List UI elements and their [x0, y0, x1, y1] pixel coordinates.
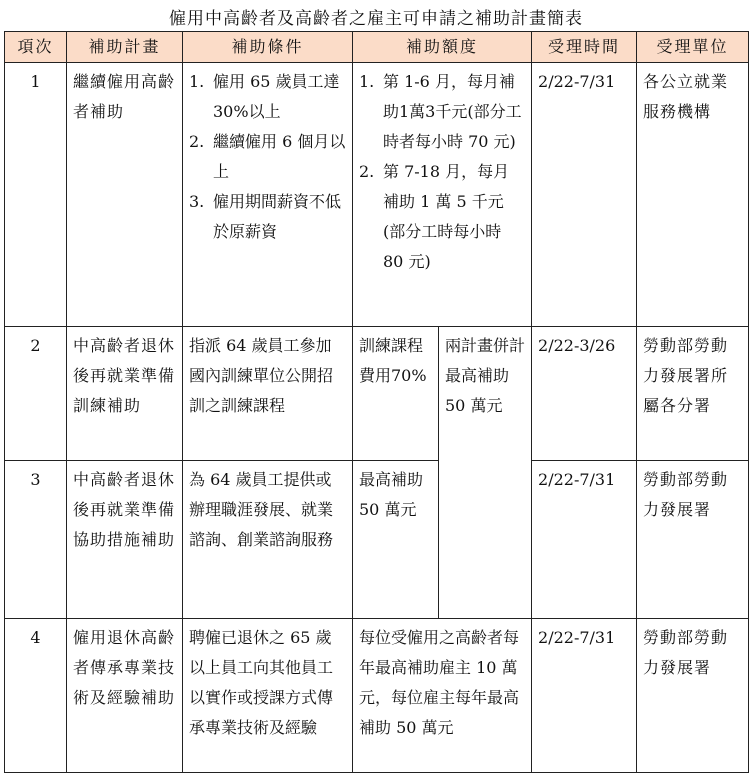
row-period: 2/22-3/26 [532, 327, 637, 461]
row-no: 1 [5, 63, 67, 327]
row-period: 2/22-7/31 [532, 63, 637, 327]
row-period: 2/22-7/31 [532, 619, 637, 773]
header-no: 項次 [5, 32, 67, 63]
row-unit: 勞動部勞動力發展署 [637, 461, 749, 619]
row-amount [353, 63, 532, 327]
row-plan: 中高齡者退休後再就業準備訓練補助 [67, 327, 183, 461]
row-no: 3 [5, 461, 67, 619]
table-row [5, 619, 749, 773]
amount-item: 1. 第 1-6 月，每月補助1萬3千元(部分工時者每小時 70 元) [359, 72, 522, 151]
condition-item: 2. 繼續僱用 6 個月以上 [189, 132, 346, 181]
page-title: 僱用中高齡者及高齡者之雇主可申請之補助計畫簡表 [169, 9, 583, 29]
header-plan: 補助計畫 [67, 32, 183, 63]
header-amount: 補助額度 [353, 32, 532, 63]
table-row [5, 461, 749, 619]
row-unit: 各公立就業服務機構 [637, 63, 749, 327]
row-conditions: 聘僱已退休之 65 歲以上員工向其他員工以實作或授課方式傳承專業技術及經驗 [183, 619, 353, 773]
row-conditions [183, 63, 353, 327]
header-conditions: 補助條件 [183, 32, 353, 63]
table-row [5, 327, 749, 461]
row-amount: 訓練課程費用70% [353, 327, 439, 461]
row-unit: 勞動部勞動力發展署 [637, 619, 749, 773]
row-amount: 每位受僱用之高齡者每年最高補助雇主 10 萬元，每位雇主每年最高補助 50 萬元 [353, 619, 532, 773]
condition-item: 1. 僱用 65 歲員工達 30%以上 [189, 72, 340, 121]
row-amount: 最高補助 50 萬元 [353, 461, 439, 619]
header-unit: 受理單位 [637, 32, 749, 63]
subsidy-table [4, 31, 749, 773]
amount-item: 2. 第 7-18 月，每月補助 1 萬 5 千元(部分工時每小時 80 元) [359, 162, 510, 271]
row-conditions: 為 64 歲員工提供或辦理職涯發展、就業諮詢、創業諮詢服務 [183, 461, 353, 619]
row-plan: 中高齡者退休後再就業準備協助措施補助 [67, 461, 183, 619]
row-conditions: 指派 64 歲員工參加國內訓練單位公開招訓之訓練課程 [183, 327, 353, 461]
condition-item: 3. 僱用期間薪資不低於原薪資 [189, 192, 342, 241]
row-unit: 勞動部勞動力發展署所屬各分署 [637, 327, 749, 461]
header-row [5, 32, 749, 63]
row-period: 2/22-7/31 [532, 461, 637, 619]
row-no: 2 [5, 327, 67, 461]
row-plan: 僱用退休高齡者傳承專業技術及經驗補助 [67, 619, 183, 773]
table-row [5, 63, 749, 327]
combined-amount: 兩計畫併計最高補助 50 萬元 [439, 327, 532, 619]
row-no: 4 [5, 619, 67, 773]
header-period: 受理時間 [532, 32, 637, 63]
row-plan: 繼續僱用高齡者補助 [67, 63, 183, 327]
